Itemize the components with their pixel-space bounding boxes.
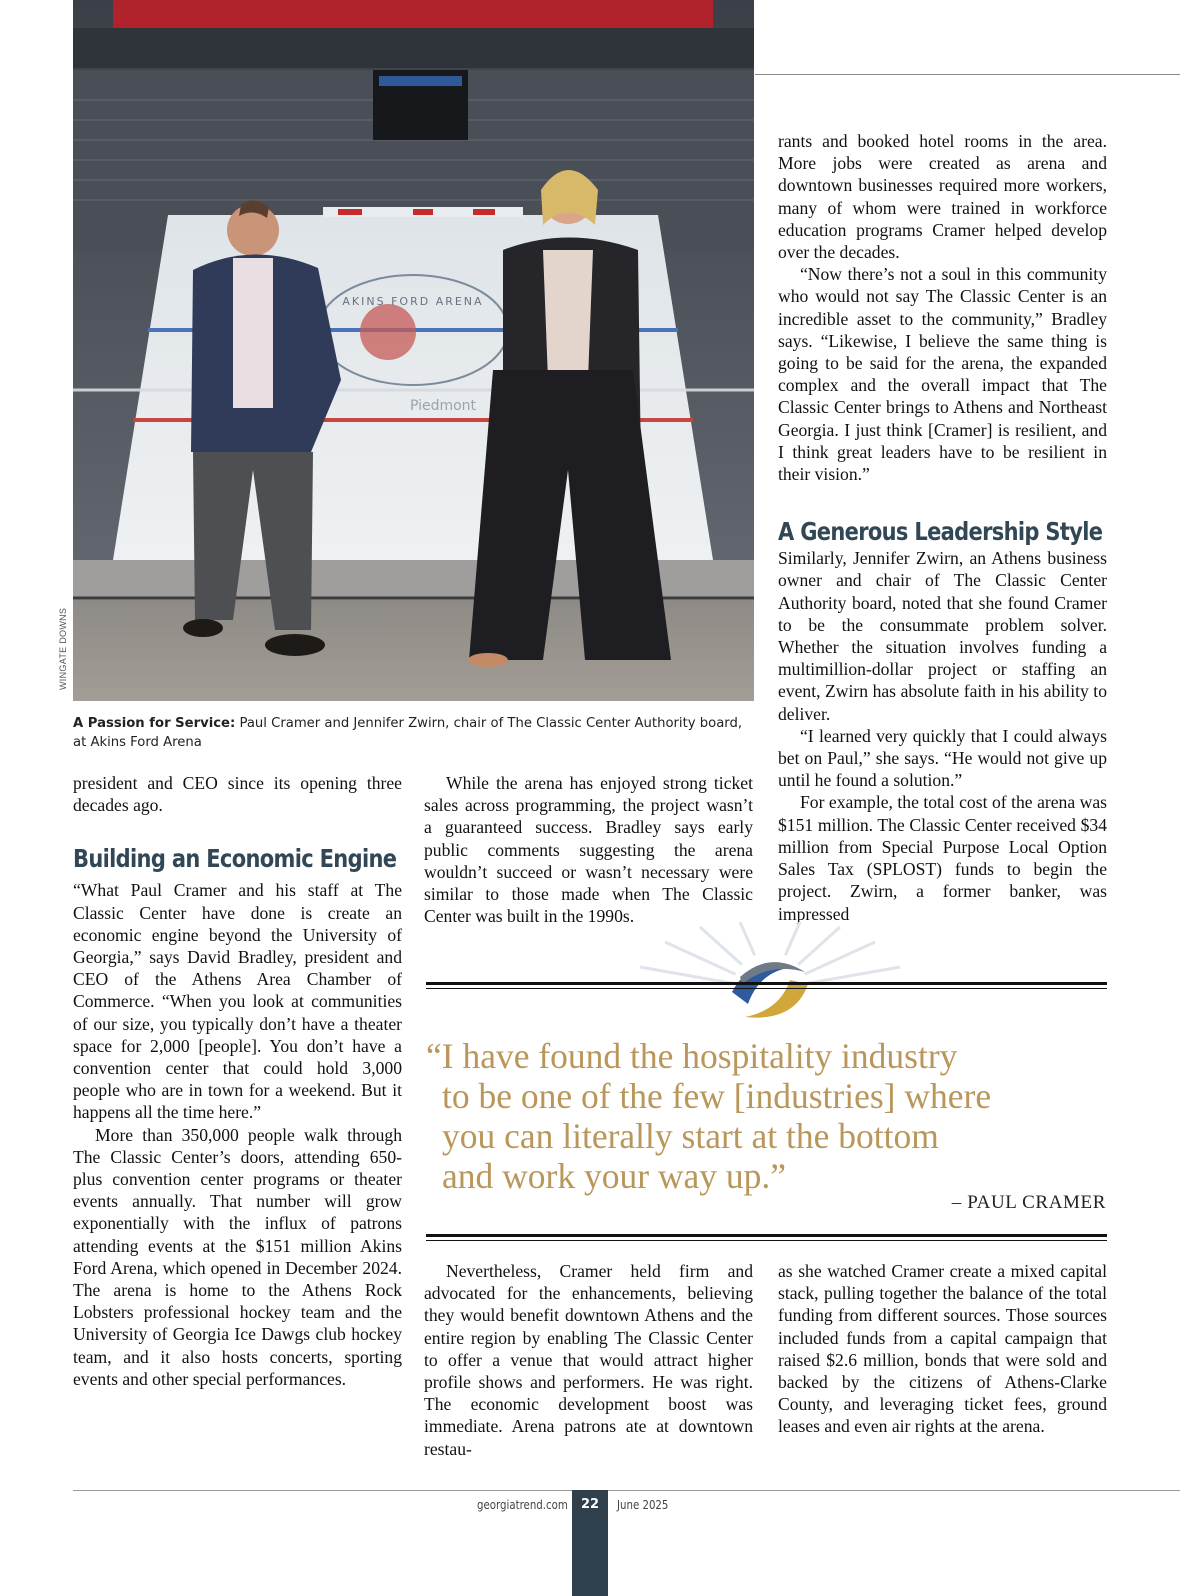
arena-photo [73, 0, 754, 701]
pull-quote [426, 1036, 1107, 1196]
column-2-upper [424, 772, 753, 927]
column-2-lower [424, 1260, 753, 1460]
col1-paragraph: “What Paul Cramer and his staff at The Classic Center have done is create an economic engine beyond the University of Georgia,” says David Bradley, president and CEO of the Athens Area Chamber of Commerce. “When you look at communities of our size, you typically don’t have a theater space for 2,000 [people]. You don’t have a convention center that could hold 3,000 people who are in town for a weekend. But it happens all the time here.” [73, 880, 402, 1123]
caption-text: Paul Cramer and Jennifer Zwirn, chair of The Classic Center Authority board, at Akins Ford Arena [73, 716, 743, 750]
caption-lead: A Passion for Service: [73, 716, 236, 731]
column-1 [73, 772, 402, 1390]
arena-illustration [73, 0, 754, 701]
col2-paragraph: Nevertheless, Cramer held firm and advocated for the enhancements, believing they would benefit downtown Athens and the entire region by enabling The Classic Center to offer a venue that would attract higher profile shows and performers. He was right. The economic development boost was immediate. Arena patrons ate at downtown restau- [424, 1261, 753, 1459]
col3-paragraph: For example, the total cost of the arena was $151 million. The Classic Center received $34 million from Special Purpose Local Option Sales Tax (SPLOST) funds to begin the project. Zwirn, a former banker, was impressed [778, 792, 1107, 924]
section-heading: Building an Economic Engine [73, 844, 397, 874]
photo-caption [73, 714, 754, 752]
footer-rule [73, 1490, 1180, 1491]
col2-paragraph: While the arena has enjoyed strong ticket sales across programming, the project wasn’t a guaranteed success. Bradley says early public comments suggesting the arena wouldn’t succeed or wasn’t necessary were similar to those made when The Classic Center was built in the 1990s. [424, 773, 753, 927]
col3-paragraph: Similarly, Jennifer Zwirn, an Athens business owner and chair of The Classic Center Authority board, noted that she found Cramer to be the consummate problem solver. Whether the situation involves funding a multimillion-dollar project or staffing an event, Zwirn has absolute faith in his ability to deliver. [778, 548, 1107, 724]
col3-paragraph: as she watched Cramer create a mixed capital stack, pulling together the balance of the total funding from different sources. Those sources included funds from a capital campaign that raised $2.6 million, bonds that were sold and backed by the citizens of Athens-Clarke County, and leveraging ticket fees, ground leases and even air rights at the arena. [778, 1261, 1107, 1437]
col3-paragraph: rants and booked hotel rooms in the area. More jobs were created as arena and downtown businesses required more workers, many of whom were trained in workforce education programs Cramer helped develop over the decades. [778, 131, 1107, 263]
pull-quote-line: you can literally start at the bottom [442, 1116, 939, 1156]
col3-paragraph: “I learned very quickly that I could always bet on Paul,” she says. “He would not give up until he found a solution.” [778, 725, 1107, 791]
pull-quote-top-rule [426, 982, 1107, 989]
col1-paragraph: president and CEO since its opening three decades ago. [73, 773, 402, 816]
photo-credit: WINGATE DOWNS [58, 607, 68, 690]
column-3-upper [778, 130, 1107, 925]
section-heading: A Generous Leadership Style [778, 517, 1103, 547]
col3-paragraph: “Now there’s not a soul in this community who would not say The Classic Center is an incredible asset to the community,” Bradley says. “Likewise, I believe the same thing is going to be said for the arena, the expanded complex and the overall impact that The Classic Center brings to Athens and Northeast Georgia. I just think [Cramer] is resilient, and I think great leaders have to be resilient in their vision.” [778, 264, 1107, 485]
pull-quote-line: “I have found the hospitality industry [426, 1036, 958, 1076]
red-banner [113, 0, 713, 28]
classic-center-logo [620, 922, 920, 1032]
page-number: 22 [580, 1497, 600, 1512]
footer-site[interactable]: georgiatrend.com [477, 1498, 568, 1512]
top-divider [755, 74, 1180, 75]
rink-board-text: Piedmont [409, 398, 477, 414]
column-3-lower [778, 1260, 1107, 1438]
pull-quote-attribution: – PAUL CRAMER [951, 1192, 1106, 1213]
pull-quote-line: and work your way up.” [442, 1156, 787, 1196]
pull-quote-line: to be one of the few [industries] where [442, 1076, 992, 1116]
rink-logo-text: AKINS FORD ARENA [342, 295, 484, 308]
col1-paragraph: More than 350,000 people walk through The Classic Center’s doors, attending 650-plus convention center programs or theater events annually. That number will grow exponentially with the influx of patrons attending events at the $151 million Akins Ford Arena, which opened in December 2024. The arena is home to the Athens Rock Lobsters professional hockey team and the University of Georgia Ice Dawgs club hockey team, and it also hosts concerts, sporting events and other special performances. [73, 1124, 402, 1389]
pull-quote-bottom-rule [426, 1234, 1107, 1241]
footer-date: June 2025 [617, 1498, 669, 1512]
